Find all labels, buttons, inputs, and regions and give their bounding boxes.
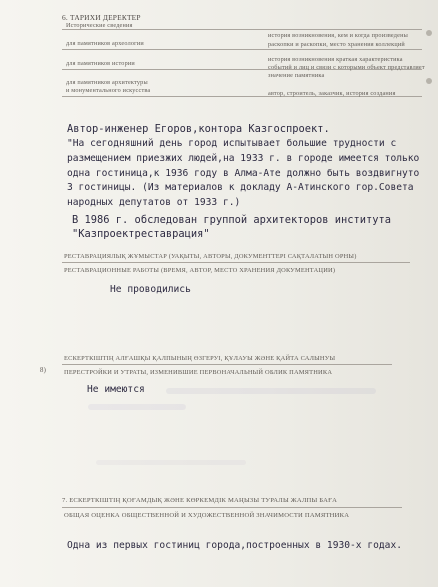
author-line: Автор-инженер Егоров,контора Казгоспроект. bbox=[67, 123, 330, 135]
quote-line: размещением приезжих людей,на 1933 г. в городе имеется только bbox=[67, 153, 420, 164]
header-right-note: автор, строитель, заказчик, история создания bbox=[268, 90, 396, 97]
changes-label-rus: ПЕРЕСТРОЙКИ И УТРАТЫ, ИЗМЕНИВШИЕ ПЕРВОНАЧАЛЬНЫЙ ОБЛИК ПАМЯТНИКА bbox=[64, 369, 333, 376]
header-right-note: раскопки и раскопки, место хранения коллекций bbox=[268, 41, 405, 48]
header-right-note: история возникновения, кем и когда произведены bbox=[268, 32, 408, 39]
restoration-label-rus: РЕСТАВРАЦИОННЫЕ РАБОТЫ (ВРЕМЯ, АВТОР, МЕСТО ХРАНЕНИЯ ДОКУМЕНТАЦИИ) bbox=[64, 267, 336, 274]
survey-line: "Казпроектреставрация" bbox=[72, 228, 210, 240]
faded-text-blot bbox=[96, 460, 246, 465]
quote-line: одна гостиница,к 1936 году в Алма-Ате должно быть воздвигнуто bbox=[67, 168, 420, 179]
restoration-value: Не проводились bbox=[110, 284, 191, 295]
faded-text-blot bbox=[166, 388, 376, 394]
changes-number: 8) bbox=[40, 367, 47, 374]
significance-value: Одна из первых гостиниц города,построенных в 1930-х годах. bbox=[67, 540, 403, 551]
section-subheading: Исторические сведения bbox=[66, 22, 133, 29]
survey-line: В 1986 г. обследован группой архитекторов института bbox=[72, 214, 392, 226]
header-right-note: история возникновения краткая характеристика bbox=[268, 56, 403, 63]
significance-label-kaz: 7. ЕСКЕРТКІШТІҢ ҚОҒАМДЫҚ ЖӘНЕ КӨРКЕМДІК МАҢЫЗЫ ТУРАЛЫ ЖАЛПЫ БАҒА bbox=[62, 497, 338, 504]
header-rule bbox=[62, 49, 422, 50]
quote-line: народных депутатов от 1933 г.) bbox=[67, 197, 241, 208]
binder-hole bbox=[426, 30, 432, 36]
header-rule bbox=[62, 29, 422, 30]
header-left-label: для памятников архитектуры bbox=[66, 79, 148, 86]
significance-label-rus: ОБЩАЯ ОЦЕНКА ОБЩЕСТВЕННОЙ И ХУДОЖЕСТВЕННОЙ ЗНАЧИМОСТИ ПАМЯТНИКА bbox=[64, 512, 350, 519]
quote-line: 3 гостиницы. (Из материалов к докладу А-Атинского гор.Совета bbox=[67, 182, 414, 193]
header-right-note: событий и лиц и связи с которыми объект представляет bbox=[268, 64, 425, 71]
changes-label-kaz: ЕСКЕРТКІШТІҢ АЛҒАШҚЫ ҚАЛПЫНЫҢ ӨЗГЕРУІ, ҚҰЛАУЫ ЖӘНЕ ҚАЙТА САЛЫНУЫ bbox=[64, 355, 336, 362]
header-right-note: значение памятника bbox=[268, 72, 325, 79]
restoration-rule bbox=[62, 262, 410, 263]
header-left-label: и монументального искусства bbox=[66, 87, 151, 94]
quote-line: "На сегодняшний день город испытывает большие трудности с bbox=[67, 138, 397, 149]
binder-hole bbox=[426, 78, 432, 84]
changes-rule bbox=[62, 364, 392, 365]
header-left-label: для памятников археологии bbox=[66, 40, 144, 47]
faded-text-blot bbox=[88, 404, 186, 410]
significance-rule bbox=[62, 507, 402, 508]
restoration-label-kaz: РЕСТАВРАЦИЯЛЫҚ ЖҰМЫСТАР (УАҚЫТЫ, АВТОРЫ, ДОКУМЕНТТЕРІ САҚТАЛАТЫН ОРНЫ) bbox=[64, 253, 357, 260]
header-left-label: для памятников истории bbox=[66, 60, 135, 67]
changes-value: Не имеются bbox=[87, 384, 145, 395]
section-heading: 6. ТАРИХИ ДЕРЕКТЕР bbox=[62, 13, 141, 22]
